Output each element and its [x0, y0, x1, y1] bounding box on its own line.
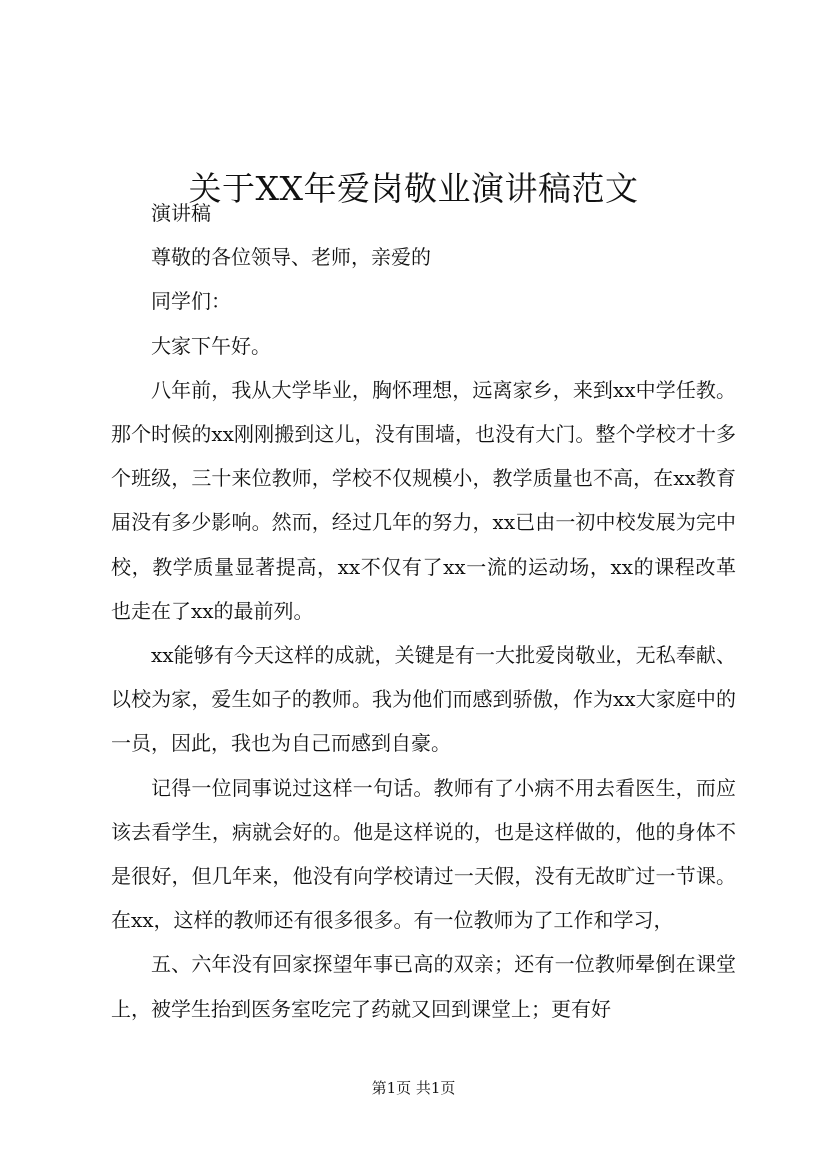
- paragraph-greeting-continued: 同学们：: [151, 289, 231, 314]
- paragraph-eight-years-ago: 八年前，我从大学毕业，胸怀理想，远离家乡，来到xx中学任教。那个时候的xx刚刚搬到这儿，没有围墙，也没有大门。整个学校才十多个班级，三十来位教师，学校不仅规模小，教学质量也不高，在xx教育届没有多少影响。然而，经过几年的努力，xx已由一初中校发展为完中校，教学质量显著提高，xx不仅有了xx一流的运动场，xx的课程改革也走在了xx的最前列。: [111, 377, 736, 623]
- paragraph-speech-label: 演讲稿: [151, 201, 211, 225]
- document-body: [111, 191, 736, 1031]
- paragraph-colleague-story: 记得一位同事说过这样一句话。教师有了小病不用去看医生，而应该去看学生，病就会好的。他是这样说的，也是这样做的，他的身体不是很好，但几年来，他没有向学校请过一天假，没有无故旷过一节课。在xx，这样的教师还有很多很多。有一位教师为了工作和学习，: [111, 775, 736, 933]
- page-footer: 第1页 共1页: [371, 1079, 456, 1097]
- paragraph-teacher-dedication: 五、六年没有回家探望年事已高的双亲；还有一位教师晕倒在课堂上，被学生抬到医务室吃完了药就又回到课堂上；更有好: [111, 952, 736, 1021]
- paragraph-greeting: 尊敬的各位领导、老师，亲爱的: [151, 245, 431, 270]
- paragraph-achievement: xx能够有今天这样的成就，关键是有一大批爱岗敬业，无私奉献、以校为家，爱生如子的教师。我为他们而感到骄傲，作为xx大家庭中的一员，因此，我也为自己而感到自豪。: [111, 643, 736, 756]
- paragraph-afternoon-greeting: 大家下午好。: [151, 333, 271, 358]
- document-title: 关于XX年爱岗敬业演讲稿范文: [188, 169, 639, 209]
